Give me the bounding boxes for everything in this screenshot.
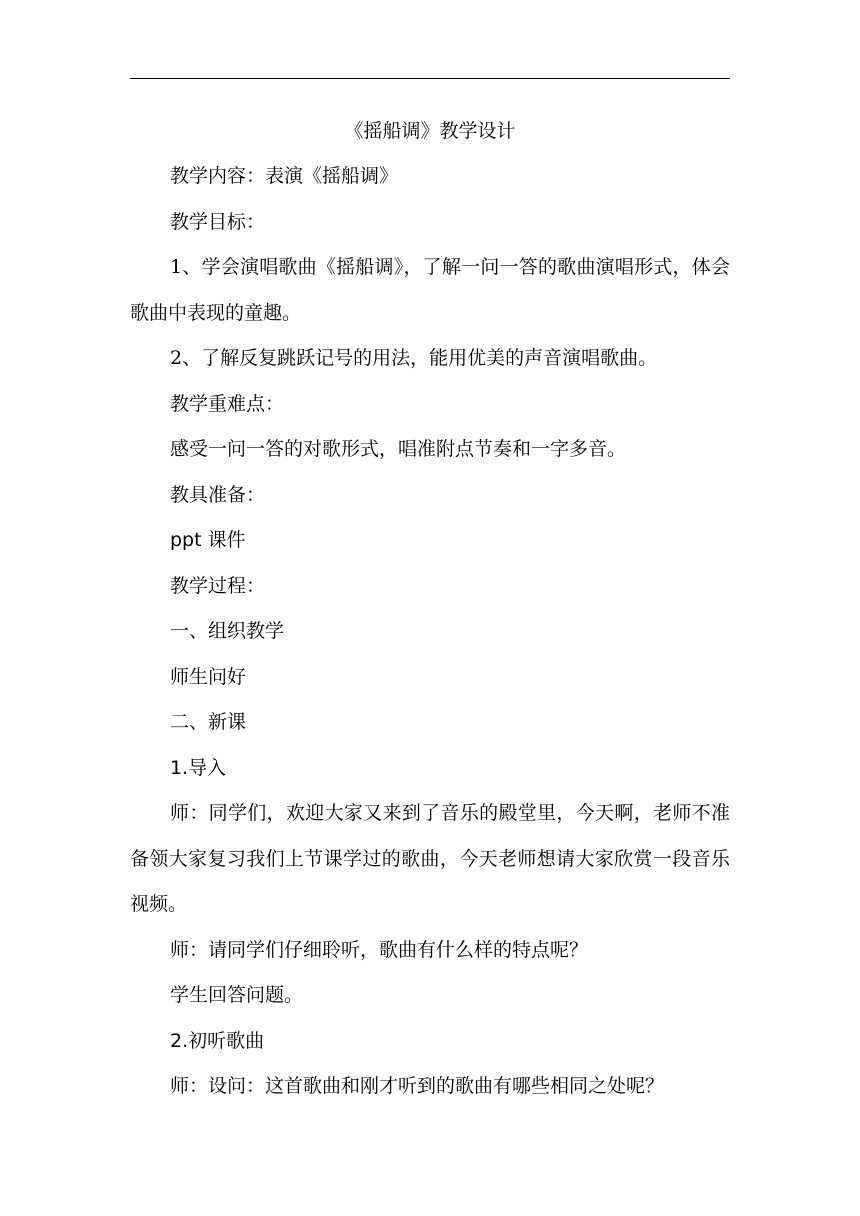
- paragraph-teaching-goals-heading: 教学目标：: [170, 210, 266, 233]
- paragraph-goal-1: 1、学会演唱歌曲《摇船调》，了解一问一答的歌曲演唱形式，体会歌曲中表现的童趣。: [130, 256, 730, 324]
- paragraph-teaching-content: 教学内容：表演《摇船调》: [170, 165, 399, 187]
- paragraph-teacher-setup-question: 师：设问：这首歌曲和刚才听到的歌曲有哪些相同之处呢？: [170, 1075, 665, 1097]
- paragraph-student-answer: 学生回答问题。: [170, 984, 304, 1006]
- paragraph-teacher-intro: 师：同学们，欢迎大家又来到了音乐的殿堂里，今天啊，老师不准备领大家复习我们上节课学过的歌曲，今天老师想请大家欣赏一段音乐视频。: [130, 802, 730, 915]
- paragraph-section-1: 一、组织教学: [170, 620, 285, 642]
- paragraph-section-2: 二、新课: [170, 711, 247, 733]
- paragraph-goal-2: 2、了解反复跳跃记号的用法，能用优美的声音演唱歌曲。: [170, 347, 658, 369]
- document-body: [130, 109, 730, 1110]
- header-rule: [130, 78, 730, 79]
- paragraph-first-listen-heading: 2.初听歌曲: [170, 1029, 265, 1052]
- document-title: 《摇船调》教学设计: [344, 120, 516, 142]
- paragraph-materials: ppt 课件: [170, 529, 246, 551]
- paragraph-process-heading: 教学过程：: [170, 574, 266, 597]
- paragraph-intro-heading: 1.导入: [170, 756, 227, 779]
- paragraph-teacher-question: 师：请同学们仔细聆听，歌曲有什么样的特点呢？: [170, 938, 589, 961]
- paragraph-key-points-heading: 教学重难点：: [170, 392, 285, 415]
- paragraph-materials-heading: 教具准备：: [170, 483, 266, 506]
- paragraph-greeting: 师生问好: [170, 665, 247, 688]
- paragraph-key-points: 感受一问一答的对歌形式，唱准附点节奏和一字多音。: [170, 438, 627, 460]
